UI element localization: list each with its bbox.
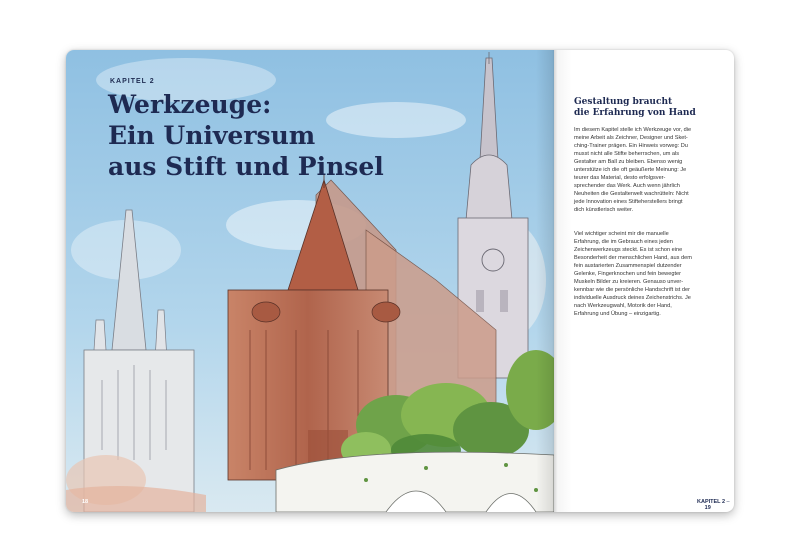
text-line: fein austarierten Zusammenspiel dutzender (574, 263, 682, 269)
heading-line: die Erfahrung von Hand (574, 108, 696, 118)
text-line: Viel wichtiger scheint mir die manuelle (574, 231, 669, 237)
heading-line: Gestaltung braucht (574, 97, 673, 107)
page-number-left: 18 (82, 499, 89, 505)
text-line: teurer das Material, desto erfolgsver- (574, 175, 666, 181)
left-page (66, 50, 554, 512)
title-line: Ein Universum (108, 121, 316, 150)
text-line: Erfahrung und Übung – einzigartig. (574, 311, 661, 317)
title-line: Werkzeuge: (108, 90, 272, 119)
footer-separator: – (726, 499, 730, 505)
body-paragraph-1 (574, 126, 724, 214)
text-line: Zeichenwerkzeugs steckt. Es ist schon eine (574, 247, 683, 253)
title-line: aus Stift und Pinsel (108, 152, 384, 181)
section-heading (574, 97, 724, 119)
text-line: musst nicht alle Stifte beherrschen, um als (574, 151, 680, 157)
text-line: Neuheiten die Gestalterwelt wachrütteln: Nicht (574, 191, 689, 197)
text-line: ching-Trainer prägen. Ein Hinweis vorweg: Du (574, 143, 688, 149)
text-line: Besonderheit der menschlichen Hand, aus dem (574, 255, 692, 261)
text-line: Im diesem Kapitel stelle ich Werkzeuge vor, die (574, 127, 692, 133)
text-line: nach Werkzeugwahl, Motorik der Hand, (574, 303, 672, 309)
foreground-bridge (276, 452, 554, 512)
text-line: Gelenke, Fingerknochen und fein bewegter (574, 271, 681, 277)
text-line: Muskeln Bilder zu kreieren. Genauso unver- (574, 279, 684, 285)
text-line: dich künstlerisch weiter. (574, 207, 634, 213)
right-page (554, 50, 734, 512)
text-line: Gestalter am Ball zu bleiben. Ebenso wenig (574, 159, 683, 165)
book-spread (66, 50, 734, 512)
text-line: Erfahrung, die im Gebrauch eines jeden (574, 239, 673, 245)
chapter-title (108, 89, 408, 182)
body-paragraph-2 (574, 230, 724, 318)
page-number-right: 19 (704, 505, 711, 511)
text-line: kennbar wie die persönliche Handschrift ist der (574, 287, 690, 293)
text-line: individuelle Ausdruck deines Zeichenstrichs. Je (574, 295, 691, 301)
chapter-kicker: KAPITEL 2 (110, 78, 155, 85)
text-line: sprechender das Werk. Auch wenn jährlich (574, 183, 680, 189)
text-line: meine Arbeit als Zeichner, Designer und Sket- (574, 135, 688, 141)
text-line: unterstütze ich die oft geäußerte Meinung: Je (574, 167, 687, 173)
footer-chapter-label: KAPITEL 2 (697, 499, 726, 505)
page-footer-right (697, 499, 734, 511)
text-line: jede Innovation eines Stifteherstellers bringt (574, 199, 683, 205)
